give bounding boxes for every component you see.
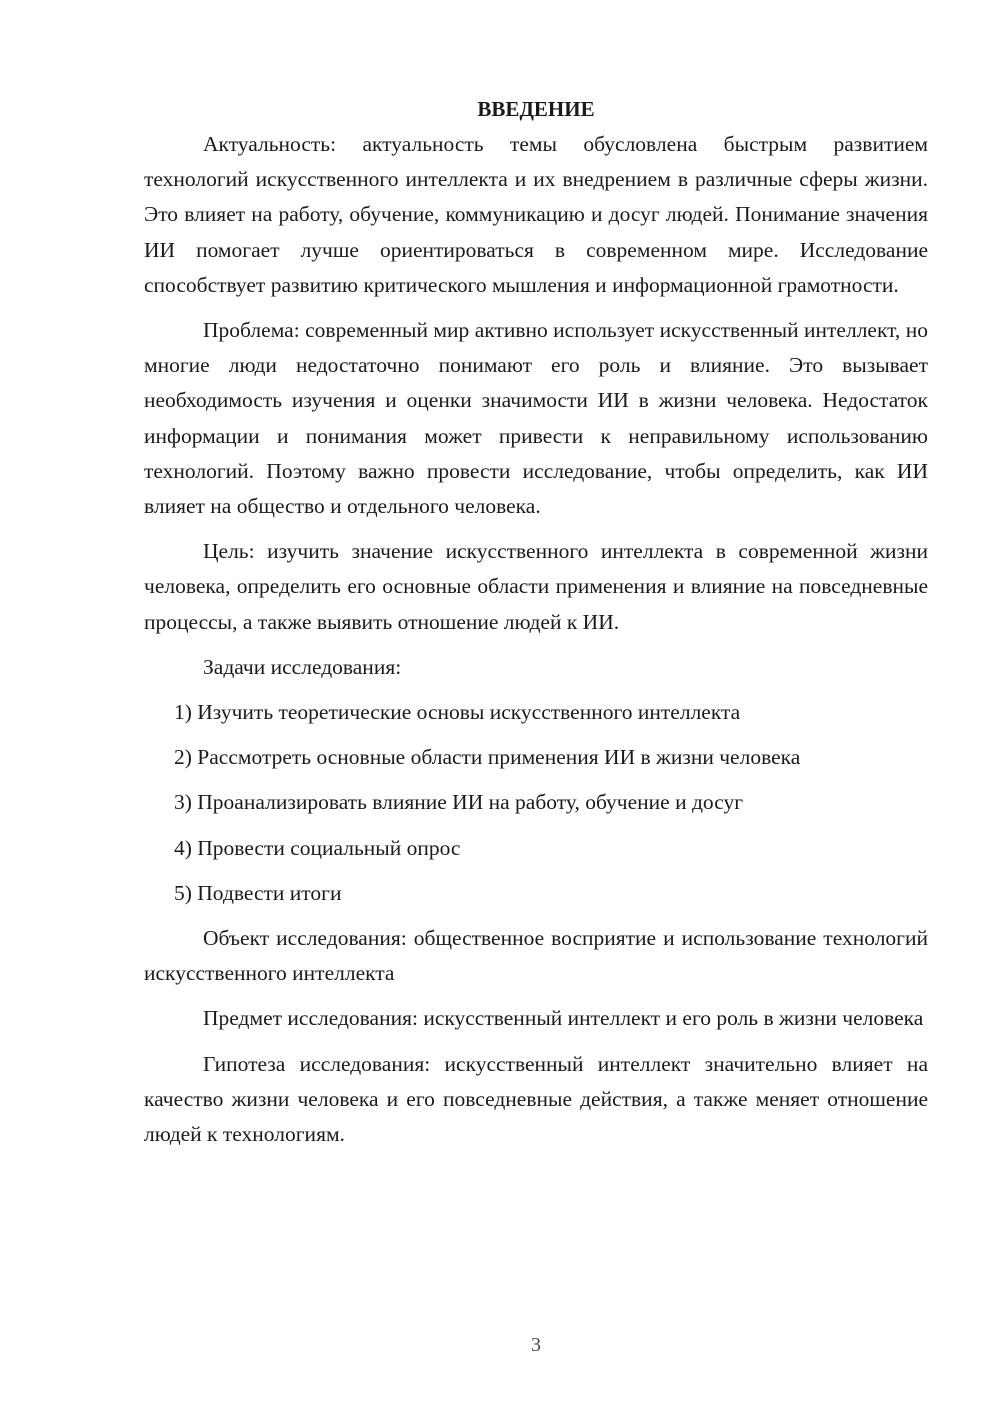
- paragraph-problem: Проблема: современный мир активно использует искусственный интеллект, но многие люди недостаточно понимают его роль и влияние. Это вызывает необходимость изучения и оценки значимости ИИ в жизни человека. Недостаток информации и понимания может привести к неправильному использованию технологий. Поэтому важно провести исследование, чтобы определить, как ИИ влияет на общество и отдельного человека.: [144, 318, 928, 519]
- paragraph-goal: Цель: изучить значение искусственного интеллекта в современной жизни человека, определить его основные области применения и влияние на повседневные процессы, а также выявить отношение людей к ИИ.: [144, 539, 928, 634]
- task-item-4: 4) Провести социальный опрос: [174, 835, 461, 860]
- task-item-3: 3) Проанализировать влияние ИИ на работу, обучение и досуг: [174, 790, 744, 815]
- task-item-5: 5) Подвести итоги: [174, 880, 342, 905]
- page-title: ВВЕДЕНИЕ: [477, 97, 595, 121]
- paragraph-subject: Предмет исследования: искусственный интеллект и его роль в жизни человека: [203, 1006, 924, 1031]
- paragraph-hypothesis: Гипотеза исследования: искусственный интеллект значительно влияет на качество жизни человека и его повседневные действия, а также меняет отношение людей к технологиям.: [144, 1051, 928, 1147]
- page-number: 3: [531, 1334, 541, 1356]
- task-item-1: 1) Изучить теоретические основы искусственного интеллекта: [174, 700, 741, 725]
- document-page: [144, 92, 928, 1152]
- paragraph-relevance: Актуальность: актуальность темы обусловлена быстрым развитием технологий искусственного интеллекта и их внедрением в различные сферы жизни. Это влияет на работу, обучение, коммуникацию и досуг людей. Понимание значения ИИ помогает лучше ориентироваться в современном мире. Исследование способствует развитию критического мышления и информационной грамотности.: [144, 132, 928, 297]
- paragraph-object: Объект исследования: общественное восприятие и использование технологий искусственного интеллекта: [144, 926, 928, 986]
- task-item-2: 2) Рассмотреть основные области применения ИИ в жизни человека: [174, 745, 801, 770]
- tasks-heading: Задачи исследования:: [203, 654, 402, 679]
